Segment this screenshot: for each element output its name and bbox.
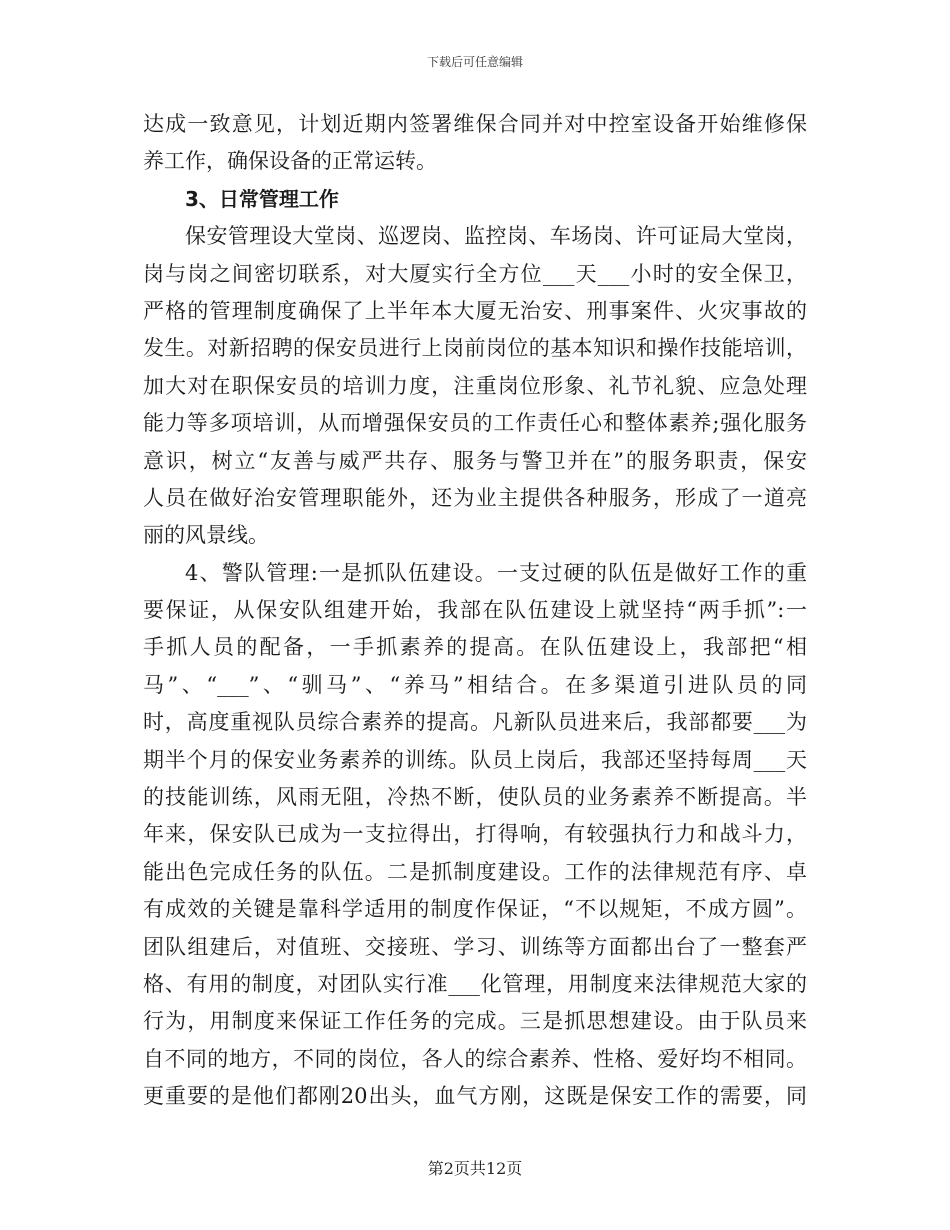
paragraph-line: 的技能训练，风雨无阻，冷热不断，使队员的业务素养不断提高。半 (143, 785, 807, 810)
paragraph-line: 意识，树立“友善与威严共存、服务与警卫并在”的服务职责，保安 (143, 448, 807, 473)
paragraph-line: 4、警队管理:一是抓队伍建设。一支过硬的队伍是做好工作的重 (185, 560, 807, 585)
paragraph-line: 马”、“___”、“驯马”、“养马”相结合。在多渠道引进队员的同 (143, 672, 807, 697)
paragraph-line: 丽的风景线。 (143, 523, 269, 548)
paragraph-line: 能出色完成任务的队伍。二是抓制度建设。工作的法律规范有序、卓 (143, 859, 807, 884)
paragraph-line: 年来，保安队已成为一支拉得出，打得响，有较强执行力和战斗力， (143, 822, 807, 847)
paragraph-line: 要保证，从保安队组建开始，我部在队伍建设上就坚持“两手抓”:一 (143, 598, 807, 623)
paragraph-line: 行为，用制度来保证工作任务的完成。三是抓思想建设。由于队员来 (143, 1009, 807, 1034)
paragraph-line: 岗与岗之间密切联系，对大厦实行全方位___天___小时的安全保卫， (143, 261, 807, 286)
page-header: 下载后可任意编辑 (426, 55, 523, 69)
paragraph-line: 格、有用的制度，对团队实行准___化管理，用制度来法律规范大家的 (143, 971, 807, 996)
paragraph-line: 时，高度重视队员综合素养的提高。凡新队员进来后，我部都要___为 (143, 710, 807, 735)
section-heading: 3、日常管理工作 (185, 186, 339, 211)
document-body (143, 106, 807, 1116)
paragraph-line: 有成效的关键是靠科学适用的制度作保证，“不以规矩，不成方圆”。 (143, 897, 807, 922)
paragraph-line: 团队组建后，对值班、交接班、学习、训练等方面都出台了一整套严 (143, 934, 807, 959)
paragraph-line: 手抓人员的配备，一手抓素养的提高。在队伍建设上，我部把“相 (143, 635, 807, 660)
paragraph-line: 严格的管理制度确保了上半年本大厦无治安、刑事案件、火灾事故的 (143, 298, 807, 323)
paragraph-line: 加大对在职保安员的培训力度，注重岗位形象、礼节礼貌、应急处理 (143, 373, 807, 398)
paragraph-line: 人员在做好治安管理职能外，还为业主提供各种服务，形成了一道亮 (143, 485, 807, 510)
paragraph-line: 更重要的是他们都刚20出头，血气方刚，这既是保安工作的需要，同 (143, 1084, 807, 1109)
paragraph-line: 发生。对新招聘的保安员进行上岗前岗位的基本知识和操作技能培训， (143, 336, 807, 361)
paragraph-line: 达成一致意见，计划近期内签署维保合同并对中控室设备开始维修保 (143, 112, 807, 136)
page-footer: 第2页共12页 (427, 1159, 523, 1178)
paragraph-line: 保安管理设大堂岗、巡逻岗、监控岗、车场岗、许可证局大堂岗， (185, 224, 807, 249)
paragraph-line: 自不同的地方，不同的岗位，各人的综合素养、性格、爱好均不相同。 (143, 1046, 807, 1071)
paragraph-line: 养工作，确保设备的正常运转。 (143, 149, 437, 174)
paragraph-line: 期半个月的保安业务素养的训练。队员上岗后，我部还坚持每周___天 (143, 747, 807, 772)
paragraph-line: 能力等多项培训，从而增强保安员的工作责任心和整体素养;强化服务 (143, 411, 807, 436)
